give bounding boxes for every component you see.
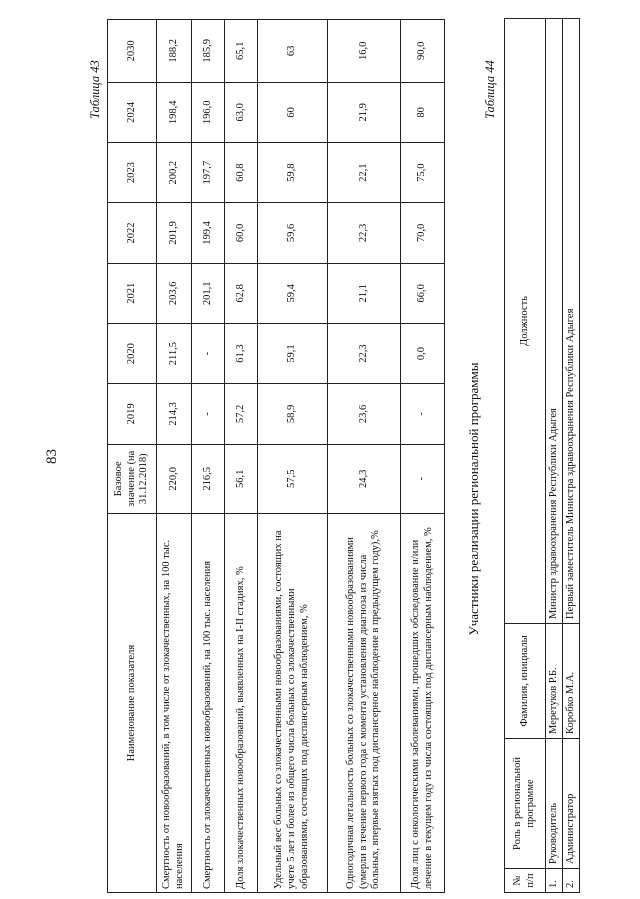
- table-cell: 63: [258, 20, 328, 83]
- table-cell: 60: [258, 82, 328, 142]
- table-43-header-row: [108, 20, 157, 893]
- table-cell: 59,8: [258, 143, 328, 203]
- table-cell: 203,6: [157, 263, 192, 323]
- table-cell: 214,3: [157, 384, 192, 444]
- table-cell: 61,3: [225, 323, 258, 383]
- table-43-label: Таблица 43: [88, 60, 102, 119]
- table-row: [258, 20, 328, 893]
- role-cell: Администратор: [563, 739, 580, 869]
- table-row: [328, 20, 401, 893]
- table-cell: 201,9: [157, 203, 192, 263]
- table-cell: 16,0: [328, 20, 401, 83]
- table-cell: 199,4: [192, 203, 225, 263]
- table-cell: 60,0: [225, 203, 258, 263]
- table-cell: 59,1: [258, 323, 328, 383]
- table-cell: 220,0: [157, 444, 192, 513]
- header-name: Фамилия, инициалы: [505, 624, 546, 739]
- table-cell: 66,0: [401, 263, 445, 323]
- table-cell: 59,6: [258, 203, 328, 263]
- table-cell: 57,5: [258, 444, 328, 513]
- table-cell: 22,3: [328, 323, 401, 383]
- table-cell: 60,8: [225, 143, 258, 203]
- row-number: 1.: [546, 869, 563, 893]
- table-cell: 24,3: [328, 444, 401, 513]
- role-cell: Руководитель: [546, 739, 563, 869]
- header-year: 2021: [108, 263, 157, 323]
- indicator-name: Удельный вес больных со злокачественными новообразованиями, состоящих на учете 5 лет и более из общего числа больных со злокачественными образованиями, состоящих под диспансерным наблюдением, %: [258, 513, 328, 892]
- page-number: 83: [44, 449, 60, 464]
- position-cell: Министр здравоохранения Республики Адыгея: [546, 19, 563, 624]
- person-name-cell: Коробко М.А.: [563, 624, 580, 739]
- table-row: [192, 20, 225, 893]
- table-cell: 211,5: [157, 323, 192, 383]
- indicator-name: Доля лиц с онкологическими заболеваниями, прошедших обследование и/или лечение в текущем году из числа состоящих под диспансерным наблюдением, %: [401, 513, 445, 892]
- table-cell: 75,0: [401, 143, 445, 203]
- table-row: [157, 20, 192, 893]
- table-cell: 62,8: [225, 263, 258, 323]
- indicator-name: Доля злокачественных новообразований, выявленных на I-II стадиях, %: [225, 513, 258, 892]
- table-cell: 57,2: [225, 384, 258, 444]
- header-position: Должность: [505, 19, 546, 624]
- header-year: 2019: [108, 384, 157, 444]
- table-cell: 21,1: [328, 263, 401, 323]
- table-row: [401, 20, 445, 893]
- header-year: 2023: [108, 143, 157, 203]
- table-cell: 188,2: [157, 20, 192, 83]
- header-base-value: Базовое значение (на 31.12.2018): [108, 444, 157, 513]
- header-year: 2024: [108, 82, 157, 142]
- table-cell: 198,4: [157, 82, 192, 142]
- header-role: Роль в региональной программе: [505, 739, 546, 869]
- table-cell: 65,1: [225, 20, 258, 83]
- table-44-label: Таблица 44: [483, 60, 497, 119]
- header-year: 2030: [108, 20, 157, 83]
- header-indicator-name: Наименование показателя: [108, 513, 157, 892]
- table-cell: -: [192, 384, 225, 444]
- section-title: Участники реализации региональной программы: [466, 362, 481, 636]
- header-number: № п/п: [505, 869, 546, 893]
- table-cell: 0,0: [401, 323, 445, 383]
- table-cell: 80: [401, 82, 445, 142]
- table-44: [504, 18, 580, 893]
- table-cell: 201,1: [192, 263, 225, 323]
- table-cell: -: [192, 323, 225, 383]
- table-row: [563, 19, 580, 893]
- row-number: 2.: [563, 869, 580, 893]
- indicator-name: Смертность от злокачественных новообразований, на 100 тыс. населения: [192, 513, 225, 892]
- table-cell: -: [401, 384, 445, 444]
- position-cell: Первый заместитель Министра здравоохранения Республики Адыгея: [563, 19, 580, 624]
- table-cell: 56,1: [225, 444, 258, 513]
- table-cell: 59,4: [258, 263, 328, 323]
- header-year: 2020: [108, 323, 157, 383]
- table-row: [225, 20, 258, 893]
- table-43: [107, 19, 445, 893]
- indicator-name: Одногодичная летальность больных со злокачественными новообразованиями (умерли в течение первого года с момента установления диагноза из числа больных, впервые взятых под диспансерное наблюдение в предыдущем году),%: [328, 513, 401, 892]
- table-cell: 21,9: [328, 82, 401, 142]
- table-cell: 70,0: [401, 203, 445, 263]
- table-cell: 23,6: [328, 384, 401, 444]
- table-cell: -: [401, 444, 445, 513]
- table-cell: 63,0: [225, 82, 258, 142]
- table-cell: 197,7: [192, 143, 225, 203]
- table-cell: 196,0: [192, 82, 225, 142]
- table-cell: 185,9: [192, 20, 225, 83]
- table-cell: 22,1: [328, 143, 401, 203]
- table-cell: 90,0: [401, 20, 445, 83]
- table-44-header-row: [505, 19, 546, 893]
- table-cell: 22,3: [328, 203, 401, 263]
- table-cell: 216,5: [192, 444, 225, 513]
- header-year: 2022: [108, 203, 157, 263]
- table-cell: 58,9: [258, 384, 328, 444]
- indicator-name: Смертность от новообразований, в том числе от злокачественных, на 100 тыс. населения: [157, 513, 192, 892]
- table-cell: 200,2: [157, 143, 192, 203]
- table-row: [546, 19, 563, 893]
- person-name-cell: Меретуков Р.Б.: [546, 624, 563, 739]
